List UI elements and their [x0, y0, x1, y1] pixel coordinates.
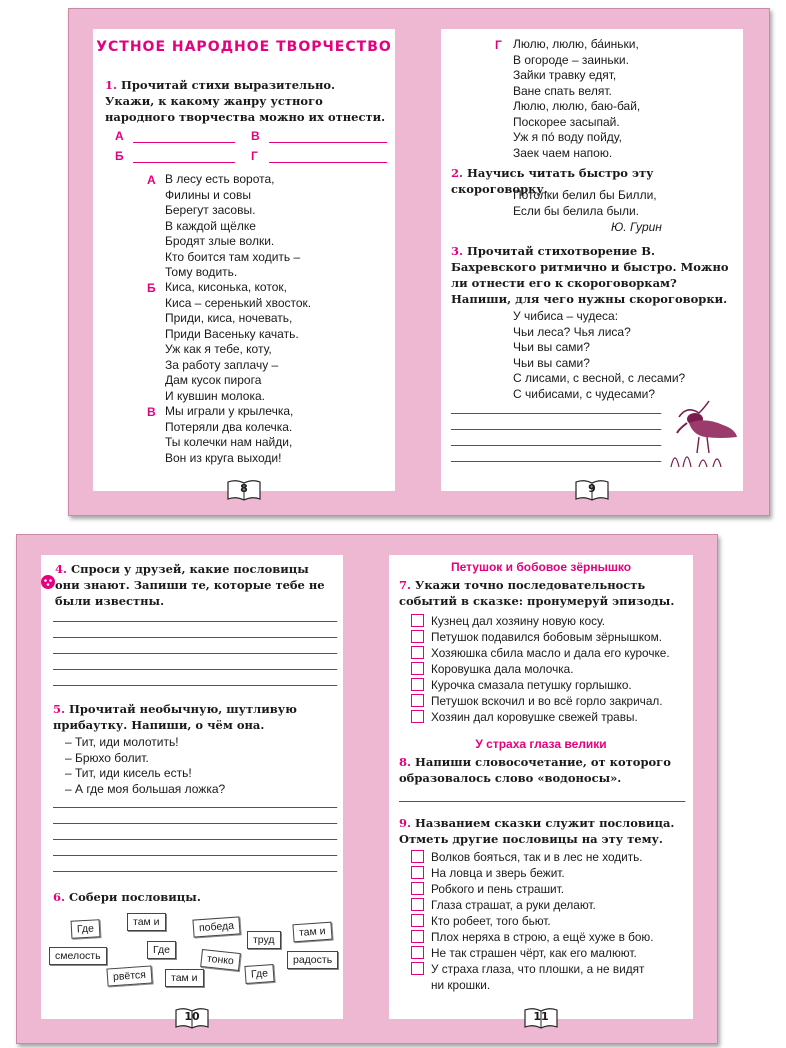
task-text: Спроси у друзей, какие пословицы они знают. Запиши те, которые тебе не были известны.: [55, 562, 325, 608]
verse-line: Тому водить.: [165, 265, 238, 279]
answer-line-a[interactable]: [133, 142, 235, 143]
list-item[interactable]: [411, 849, 654, 865]
verse-line: Потеряли два колечка.: [165, 419, 293, 434]
checkbox[interactable]: [411, 914, 424, 927]
word-card[interactable]: там и: [165, 969, 204, 987]
number-box[interactable]: [411, 646, 424, 659]
task-text: Прочитай необычную, шутливую прибаутку. Напиши, о чём она.: [53, 702, 297, 732]
verse-line: Ты колечки нам найди,: [165, 435, 293, 449]
word-card[interactable]: Где: [244, 964, 274, 984]
task-number: 1.: [105, 78, 118, 92]
list-item[interactable]: [411, 645, 670, 661]
list-item[interactable]: [411, 677, 670, 693]
answer-line[interactable]: [53, 653, 337, 654]
task-5: [53, 701, 337, 733]
task-text: Прочитай стихи выразительно. Укажи, к какому жанру устного народного творчества можно их отнести.: [105, 78, 386, 124]
answer-line[interactable]: [53, 823, 337, 824]
poem-a: [165, 172, 300, 281]
page-11: [389, 555, 693, 1023]
answer-line[interactable]: [451, 413, 661, 414]
word-card[interactable]: труд: [247, 931, 281, 949]
verse-line: Киса – серенький хвосток.: [165, 295, 312, 310]
answer-line[interactable]: [451, 445, 661, 446]
number-box[interactable]: [411, 678, 424, 691]
list-item[interactable]: [411, 613, 670, 629]
item-text: Волков бояться, так и в лес не ходить.: [431, 850, 643, 864]
task-text: Прочитай стихотворение В. Бахревского ритмично и быстро. Можно ли отнести его к скороговоркам? Напиши, для чего нужны скороговорки.: [451, 244, 729, 306]
task-number: 6.: [53, 890, 66, 904]
poem-g: [513, 37, 640, 161]
dialog-line: – Тит, иди молотить!: [65, 735, 179, 749]
verse-line: Если бы белила были.: [513, 203, 640, 218]
item-text: Коровушка дала молочка.: [431, 662, 574, 676]
verse-line: Уж как я тебе, коту,: [165, 342, 272, 356]
number-box[interactable]: [411, 710, 424, 723]
task-7: [399, 577, 687, 609]
page-number-text: 10: [184, 1010, 200, 1023]
word-card[interactable]: радость: [287, 951, 338, 969]
proverbs-list: [411, 849, 654, 993]
poem-a-letter: А: [147, 173, 156, 187]
task-1: [105, 77, 387, 125]
task-number: 9.: [399, 816, 412, 830]
number-box[interactable]: [411, 630, 424, 643]
dialog-line: – Тит, иди кисель есть!: [65, 766, 192, 780]
checkbox[interactable]: [411, 930, 424, 943]
page-title: УСТНОЕ НАРОДНОЕ ТВОРЧЕСТВО: [96, 39, 392, 55]
checkbox[interactable]: [411, 882, 424, 895]
verse-line: В лесу есть ворота,: [165, 172, 275, 186]
item-text: Курочка смазала петушку горлышко.: [431, 678, 632, 692]
word-card[interactable]: победа: [192, 916, 240, 937]
answer-line-g[interactable]: [269, 162, 387, 163]
verse-line: Бродят злые волки.: [165, 234, 275, 248]
verse-line: Чьи вы сами?: [513, 340, 590, 354]
item-text: Не так страшен чёрт, как его малюют.: [431, 946, 637, 960]
verse-line: С лисами, с весной, с лесами?: [513, 371, 686, 385]
item-text: Хозяин дал коровушке свежей травы.: [431, 710, 638, 724]
poem-g-letter: Г: [495, 38, 502, 52]
word-card[interactable]: смелость: [49, 947, 107, 965]
answer-line[interactable]: [53, 637, 337, 638]
item-text: Плох неряха в строю, а ещё хуже в бою.: [431, 930, 654, 944]
word-card[interactable]: Где: [147, 941, 176, 959]
poem-v-letter: В: [147, 405, 156, 419]
task-text: Научись читать быстро эту скороговорку.: [451, 166, 654, 196]
verse-line: С чибисами, с чудесами?: [513, 386, 655, 401]
page-number: [175, 1007, 209, 1029]
number-box[interactable]: [411, 614, 424, 627]
verse-line: Люлю, люлю, ба́иньки,: [513, 37, 639, 51]
verse-line: Чьи вы сами?: [513, 355, 590, 370]
verse-line: Приди Васеньку качать.: [165, 326, 299, 341]
number-box[interactable]: [411, 662, 424, 675]
joke-dialog: [65, 735, 225, 797]
item-text: Хозяюшка сбила масло и дала его курочке.: [431, 646, 670, 660]
checkbox[interactable]: [411, 962, 424, 975]
list-item[interactable]: [411, 881, 654, 897]
dialog-line: – Брюхо болит.: [65, 750, 149, 765]
bottom-spread: [16, 534, 718, 1044]
verse-line: Заек чаем напою.: [513, 145, 613, 160]
verse-line: В каждой щёлке: [165, 218, 256, 233]
checkbox[interactable]: [411, 866, 424, 879]
page-number-text: 8: [240, 482, 248, 495]
item-text: Кто робеет, того бьют.: [431, 914, 551, 928]
lapwing-bird-image: [665, 399, 739, 469]
list-item[interactable]: [411, 929, 654, 945]
verse-line: Киса, кисонька, коток,: [165, 280, 287, 294]
task-4: [55, 561, 337, 609]
task-3: [451, 243, 737, 307]
list-item[interactable]: [411, 897, 654, 913]
answer-line[interactable]: [53, 621, 337, 622]
verse-line: Приди, киса, ночевать,: [165, 311, 293, 325]
list-item[interactable]: [411, 629, 670, 645]
item-text: ни крошки.: [431, 978, 491, 992]
item-text: Глаза страшат, а руки делают.: [431, 898, 596, 912]
poem-chibis: [513, 309, 685, 402]
task-6: [53, 889, 337, 905]
answer-line[interactable]: [53, 839, 337, 840]
answer-label-a: А: [115, 129, 124, 143]
page-10: [41, 555, 343, 1023]
page-number: [575, 479, 609, 501]
checkbox[interactable]: [411, 850, 424, 863]
answer-line[interactable]: [53, 871, 337, 872]
list-item[interactable]: [411, 961, 654, 977]
page-number-text: 11: [533, 1010, 549, 1023]
task-number: 2.: [451, 166, 464, 180]
list-item[interactable]: [411, 865, 654, 881]
answer-line[interactable]: [53, 855, 337, 856]
task-9: [399, 815, 687, 847]
verse-line: Филины и совы: [165, 187, 251, 202]
checkbox[interactable]: [411, 946, 424, 959]
task-number: 8.: [399, 755, 412, 769]
page-8: [93, 29, 395, 495]
list-item-continuation: [411, 977, 654, 993]
answer-line[interactable]: [53, 807, 337, 808]
verse-line: Кто боится там ходить –: [165, 249, 301, 264]
tongue-author: Ю. Гурин: [611, 220, 662, 234]
word-card[interactable]: Где: [71, 919, 101, 938]
page-number: [524, 1007, 558, 1029]
verse-line: Поскорее засыпай.: [513, 114, 620, 129]
answer-line[interactable]: [451, 429, 661, 430]
verse-line: Вон из круга выходи!: [165, 450, 282, 465]
list-item[interactable]: [411, 661, 670, 677]
list-item[interactable]: [411, 945, 654, 961]
task-8: [399, 754, 687, 786]
checkbox[interactable]: [411, 898, 424, 911]
poem-v: [165, 404, 293, 466]
verse-line: Дам кусок пирога: [165, 373, 262, 387]
answer-label-g: Г: [251, 149, 258, 163]
word-card[interactable]: там и: [127, 913, 166, 931]
verse-line: Зайки травку едят,: [513, 68, 617, 82]
task-text: Собери пословицы.: [69, 890, 201, 904]
verse-line: И кувшин молока.: [165, 388, 266, 403]
item-text: Петушок подавился бобовым зёрнышком.: [431, 630, 662, 644]
list-item[interactable]: [411, 913, 654, 929]
task-number: 7.: [399, 578, 412, 592]
page-number: [227, 479, 261, 501]
word-card[interactable]: рвётся: [106, 965, 152, 986]
section-title: Петушок и бобовое зёрнышко: [450, 560, 632, 574]
answer-line[interactable]: [53, 685, 337, 686]
verse-line: Мы играли у крылечка,: [165, 404, 294, 418]
page-number-text: 9: [588, 482, 596, 495]
list-item[interactable]: [411, 709, 670, 725]
poem-b: [165, 280, 311, 404]
dialog-line: – А где моя большая ложка?: [65, 781, 226, 796]
verse-line: За работу заплачу –: [165, 357, 279, 372]
answer-line-v[interactable]: [269, 142, 387, 143]
task-number: 4.: [55, 562, 68, 576]
word-card[interactable]: там и: [292, 922, 332, 943]
item-text: Кузнец дал хозяину новую косу.: [431, 614, 606, 628]
item-text: Петушок вскочил и во всё горло закричал.: [431, 694, 663, 708]
task-text: Укажи точно последовательность событий в сказке: пронумеруй эпизоды.: [399, 578, 675, 608]
verse-line: Люлю, люлю, баю-бай,: [513, 99, 641, 113]
section-title: У страха глаза велики: [475, 737, 607, 751]
answer-label-b: Б: [115, 149, 124, 163]
answer-line[interactable]: [451, 461, 661, 462]
verse-line: Уж я по́ воду пойду,: [513, 130, 622, 144]
answer-line-b[interactable]: [133, 162, 235, 163]
task-text: Напиши словосочетание, от которого образовалось слово «водоносы».: [399, 755, 671, 785]
verse-line: У чибиса – чудеса:: [513, 309, 619, 323]
task-number: 3.: [451, 244, 464, 258]
verse-line: Потолки белил бы Билли,: [513, 188, 657, 202]
item-text: На ловца и зверь бежит.: [431, 866, 565, 880]
number-box[interactable]: [411, 694, 424, 707]
task-number: 5.: [53, 702, 66, 716]
answer-label-v: В: [251, 129, 260, 143]
tongue-twister: [513, 188, 657, 219]
item-text: У страха глаза, что плошки, а не видят: [431, 962, 645, 976]
list-item[interactable]: [411, 693, 670, 709]
answer-line[interactable]: [53, 669, 337, 670]
page-9: [441, 29, 743, 495]
verse-line: В огороде – заиньки.: [513, 52, 629, 67]
verse-line: Чьи леса? Чья лиса?: [513, 324, 631, 339]
task-text: Названием сказки служит пословица. Отметь другие пословицы на эту тему.: [399, 816, 675, 846]
verse-line: Берегут засовы.: [165, 203, 256, 217]
friends-icon: [41, 575, 55, 589]
events-list: [411, 613, 670, 725]
poem-b-letter: Б: [147, 281, 156, 295]
item-text: Робкого и пень страшит.: [431, 882, 565, 896]
verse-line: Ване спать велят.: [513, 83, 612, 98]
top-spread: [68, 8, 770, 516]
word-card[interactable]: тонко: [200, 949, 241, 971]
answer-line[interactable]: [399, 801, 685, 802]
